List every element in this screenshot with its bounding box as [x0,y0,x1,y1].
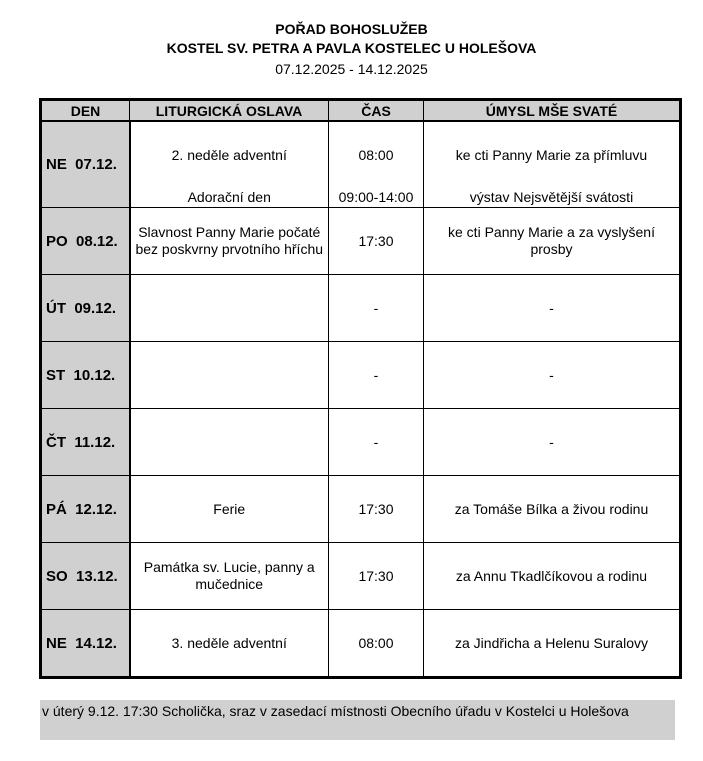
table-row [41,275,681,342]
document-title: POŘAD BOHOSLUŽEB [275,21,428,37]
celebration-cell [130,409,329,476]
column-header-celebration: LITURGICKÁ OSLAVA [130,100,329,122]
day-cell: ČT 11.12. [41,409,130,476]
time-cell: 08:00 [329,610,424,678]
celebration-cell [130,342,329,409]
time-cell: - [329,275,424,342]
time-cell [329,121,424,208]
day-cell: SO 13.12. [41,543,130,610]
intention-cell: - [424,275,681,342]
announcement-note: v úterý 9.12. 17:30 Scholička, sraz v zasedací místnosti Obecního úřadu v Kostelci u Holešova [40,700,675,740]
time-cell-line: 09:00-14:00 [338,189,414,205]
celebration-cell-line: Adorační den [187,189,271,205]
intention-cell: za Annu Tkadlčíkovou a rodinu [424,543,681,610]
intention-cell [424,121,681,208]
time-cell: - [329,409,424,476]
intention-cell-line: výstav Nejsvětější svátosti [469,189,634,205]
celebration-cell-line: 2. neděle adventní [171,147,287,163]
table-row [41,409,681,476]
column-header-day: DEN [41,100,130,122]
day-cell: ST 10.12. [41,342,130,409]
table-row [41,208,681,275]
intention-cell: - [424,342,681,409]
church-name: KOSTEL SV. PETRA A PAVLA KOSTELEC U HOLEŠOVA [166,40,537,56]
celebration-cell: Slavnost Panny Marie počaté bez poskvrny prvotního hříchu [130,208,329,275]
day-cell: NE 07.12. [41,121,130,208]
day-cell: NE 14.12. [41,610,130,678]
time-cell-line: 08:00 [358,147,394,163]
time-cell: 17:30 [329,543,424,610]
column-header-intention: ÚMYSL MŠE SVATÉ [424,100,681,122]
celebration-cell [130,121,329,208]
day-cell: ÚT 09.12. [41,275,130,342]
day-cell: PÁ 12.12. [41,476,130,543]
intention-cell: - [424,409,681,476]
time-cell: 17:30 [329,208,424,275]
table-header-row [41,100,681,122]
date-range: 07.12.2025 - 14.12.2025 [275,61,428,77]
table-row [41,543,681,610]
day-cell: PO 08.12. [41,208,130,275]
celebration-cell: Památka sv. Lucie, panny a mučednice [130,543,329,610]
column-header-time: ČAS [329,100,424,122]
intention-cell: za Jindřicha a Helenu Suralovy [424,610,681,678]
table-row [41,121,681,208]
celebration-cell: 3. neděle adventní [130,610,329,678]
time-cell: 17:30 [329,476,424,543]
table-row [41,342,681,409]
table-row [41,610,681,678]
intention-cell: ke cti Panny Marie a za vyslyšení prosby [424,208,681,275]
time-cell: - [329,342,424,409]
celebration-cell: Ferie [130,476,329,543]
schedule-table [39,98,682,679]
table-row [41,476,681,543]
celebration-cell [130,275,329,342]
intention-cell-line: ke cti Panny Marie za přímluvu [455,147,648,163]
intention-cell: za Tomáše Bílka a živou rodinu [424,476,681,543]
